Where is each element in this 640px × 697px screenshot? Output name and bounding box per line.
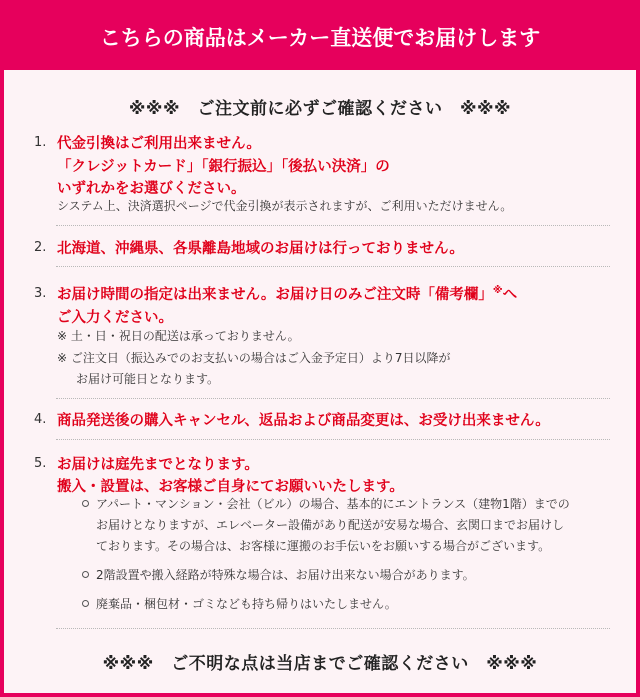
bullet-icon [82, 600, 89, 607]
item-5-number: 5. [34, 456, 47, 471]
item-3-heading-end: へ [502, 287, 518, 303]
header-title: こちらの商品はメーカー直送便でお届けします [99, 26, 541, 50]
top-notice: ※※※ ご注文前に必ずご確認ください ※※※ [128, 99, 512, 119]
header-banner [4, 4, 636, 70]
item-1-payment-methods: 「クレジットカード」「銀行振込」「後払い決済」の [57, 159, 390, 175]
item-3-asterisk: ※ [492, 285, 503, 297]
item-3-heading [57, 283, 517, 304]
divider [56, 439, 610, 440]
item-3-input-instruction: ご入力ください。 [57, 310, 173, 326]
item-5-bullet-2: 2階設置や搬入経路が特殊な場合は、お届け出来ない場合があります。 [96, 568, 475, 582]
item-3-note-delivery-date-cont: お届け可能日となります。 [76, 372, 220, 386]
divider [56, 266, 610, 267]
item-3-number: 3. [34, 286, 47, 301]
item-3-heading-text: お届け時間の指定は出来ません。お届け日のみご注文時「備考欄」 [57, 287, 493, 303]
divider [56, 225, 610, 226]
bullet-icon [82, 500, 89, 507]
item-5-bullet-1-line-2: お届けとなりますが、エレベーター設備があり配送が安易な場合、玄関口までお届けし [96, 518, 565, 532]
item-5-bullet-1-line-3: ております。その場合は、お客様に運搬のお手伝いをお願いする場合がございます。 [96, 539, 551, 553]
item-5-bullet-3: 廃棄品・梱包材・ゴミなども持ち帰りはいたしません。 [96, 597, 397, 611]
item-2-heading: 北海道、沖縄県、各県離島地域のお届けは行っておりません。 [57, 241, 464, 257]
item-1-note: システム上、決済選択ページで代金引換が表示されますが、ご利用いただけません。 [57, 199, 513, 213]
bottom-notice: ※※※ ご不明な点は当店までご確認ください ※※※ [102, 654, 538, 674]
item-1-choose: いずれかをお選びください。 [57, 181, 246, 197]
item-4-heading: 商品発送後の購入キャンセル、返品および商品変更は、お受け出来ません。 [57, 413, 550, 429]
item-4-number: 4. [34, 412, 47, 427]
item-3-note-delivery-date: ※ ご注文日（振込みでのお支払いの場合はご入金予定日）より7日以降が [57, 351, 451, 365]
divider [56, 628, 610, 629]
item-1-number: 1. [34, 135, 47, 150]
bullet-icon [82, 571, 89, 578]
item-2-number: 2. [34, 240, 47, 255]
item-5-installation: 搬入・設置は、お客様ご自身にてお願いいたします。 [57, 479, 404, 495]
divider [56, 398, 610, 399]
item-1-heading: 代金引換はご利用出来ません。 [57, 136, 261, 152]
item-3-note-weekend: ※ 土・日・祝日の配送は承っておりません。 [57, 329, 300, 343]
item-5-bullet-1-line-1: アパート・マンション・会社（ビル）の場合、基本的にエントランス（建物1階）までの [96, 497, 570, 511]
item-5-heading: お届けは庭先までとなります。 [57, 457, 259, 473]
